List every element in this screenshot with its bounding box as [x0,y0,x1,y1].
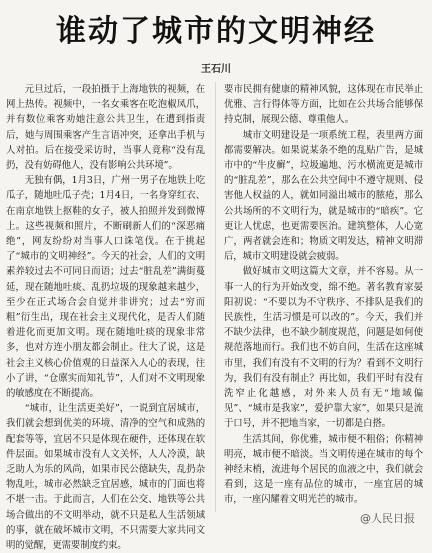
paragraph: 元旦过后，一段拍摄于上海地铁的视频，在网上热传。视频中，一名女乘客在吃泡椒凤爪，并有数位乘客劝她注意公共卫生，在遭到指责后，她与周围乘客产生言语冲突，还拿出手机与人对拍。后在接受采访时，当事人竟称“没有乱扔，没有妨碍他人，没有影响公共环境”。 [6,84,205,172]
left-text-column [6,82,205,552]
paragraph: “城市，让生活更美好”，一说到宜居城市，我们就会想到优美的环境、清净的空气和成熟的配套等等，宜居不只是体现在硬件，还体现在软件层面。如果城市没有人文关怀，人人冷漠，缺乏助人为乐的风尚，如果市民公德缺失，乱扔杂物乱吐，城市必然缺乏宜居感，城市的门面也将不堪一击。于此而言，人们在公交、地铁等公共场合做出的不文明举动，就不只是私人生活领域的事，就在破坏城市文明，不只需要大家共同文明的觉醒，更需要制度约束。 [6,403,205,552]
article-author: 王石川 [201,64,231,75]
column-divider [215,82,216,512]
paragraph: 做好城市文明这篇大文章，并不容易。从一事一人的行为开始改变，绵不绝。著名教育家晏阳初说：“不要以为不守秩序、不排队是我们的民族性，生活习惯是可以改的”。今天，我们并不缺少法律，也不缺少制度规范，问题是如何使规范落地而行。我们也不妨自问，生活在这座城市里，我们有没有不文明的行为？看到不文明行为，我们有没有制止？再比如，我们平时有没有洗窄止化越感，对外来人员有无“地域偏见”、“城市是我家”，爱护靠大家”，如果只是流于口号，并不把地当家，一切都是白搭。 [224,266,423,430]
paragraph: 生活其间，你优雅，城市便不粗俗；你精神明亮，城市便不暗淡。当文明传递在城市的每个神经末梢，流进每个居民的血液之中，我们就会看到，这是一座有品位的城市，一座宜居的城市，一座闪耀着文明光芒的城市。 [224,433,423,506]
right-text-column [224,82,423,530]
paragraph: 无独有偶，1月3日，广州一男子在地铁上吃瓜子，随地吐瓜子壳；1月4日，一名身穿红衣、在南京地铁上抠鞋的女子，被人拍照并发到微博上。这些视频和照片，不断刷新人们的“深恶痛绝”，网友纷纷对当事人口诛笔伐。在于挑起了“城市的文明神经”。今天的社会，人们的文明素养较过去不可同日而语；过去“脏乱差”满街蔓延，现在随地吐痰、乱扔垃圾的现象越来越少，至少在正式场合会自觉并非讲究；过去“穷而粗”衍生出，现在社会主义现代化，是否人们随着进化而更加文明。现在随地吐痰的现象非常多，也对方连小朋友都会制止。往大了说，这是社会主义核心价值观的日益深入人心的表现，往小了讲，“仓廪实而知礼节”，人们对不文明现象的敏感度在不断提高。 [6,175,205,400]
paragraph: 城市文明建设是一项系统工程，表里两方面都需要解决。如果说某条不绝的乱贴广告，是城市中的“牛皮癣”，垃圾遍地、污水横流更是城市的“脏乱差”，那么在公共空间中不遵守规则、侵害他人权益的人，就如同溢出城市的脓疮，那么公共场所的不文明行为，就是城市的“暗疾”。它更让人忧虑，也更需要医治。建筑整体，人心宽广，两者就会连和；物质文明发达，精神文明滞后，城市文明建设就会疲弱。 [224,129,423,263]
source-watermark: @人民日报 [357,510,418,526]
paragraph: 要市民拥有健康的精神风貌，这体现在市民举止优雅、言行得体等方面，比如在公共场合能够保持克制，展现公德、尊重他人。 [224,84,423,126]
article-title: 谁动了城市的文明神经 [56,14,376,49]
